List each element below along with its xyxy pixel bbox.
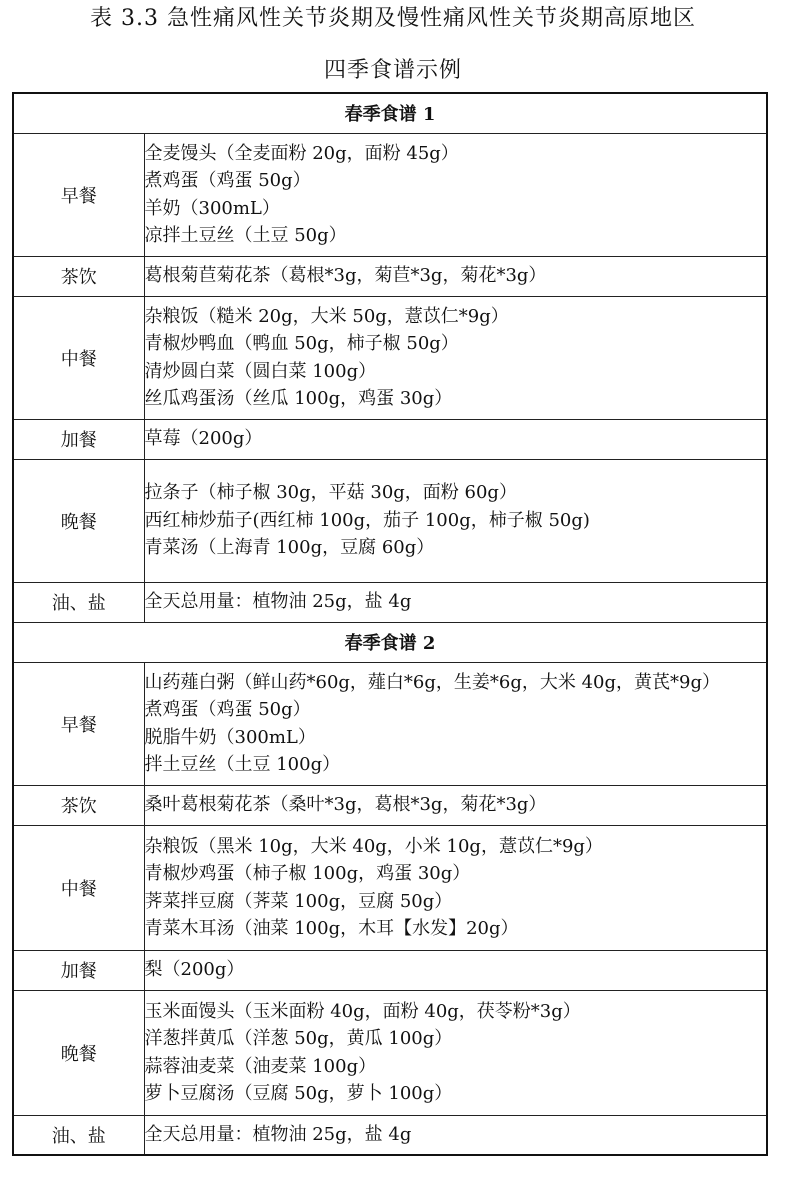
table-row xyxy=(13,785,767,825)
menu-item: 拉条子（柿子椒 30g，平菇 30g，面粉 60g） xyxy=(144,482,517,504)
table-row xyxy=(13,256,767,296)
menu-item: 杂粮饭（糙米 20g，大米 50g，薏苡仁*9g） xyxy=(144,305,509,327)
menu-item: 萝卜豆腐汤（豆腐 50g，萝卜 100g） xyxy=(144,1083,453,1104)
menu-item: 洋葱拌黄瓜（洋葱 50g，黄瓜 100g） xyxy=(144,1028,453,1049)
menu-item: 荠菜拌豆腐（荠菜 100g，豆腐 50g） xyxy=(144,890,453,912)
meal-label: 晚餐 xyxy=(13,459,144,582)
menu-item: 凉拌土豆丝（土豆 50g） xyxy=(144,225,347,246)
table-row xyxy=(13,296,767,419)
meal-content xyxy=(144,662,767,785)
menu-item: 青椒炒鸡蛋（柿子椒 100g，鸡蛋 30g） xyxy=(144,863,471,884)
table-row xyxy=(13,825,767,950)
menu-item: 全天总用量：植物油 25g，盐 4g xyxy=(144,1124,412,1145)
menu-item: 青菜汤（上海青 100g，豆腐 60g） xyxy=(144,537,435,559)
meal-content xyxy=(144,459,767,582)
section-header: 春季食谱 1 xyxy=(13,93,767,133)
table-row xyxy=(13,990,767,1115)
menu-item: 青椒炒鸭血（鸭血 50g，柿子椒 50g） xyxy=(144,333,459,354)
meal-label: 加餐 xyxy=(13,950,144,990)
meal-label: 早餐 xyxy=(13,133,144,256)
table-row xyxy=(13,950,767,990)
menu-item: 丝瓜鸡蛋汤（丝瓜 100g，鸡蛋 30g） xyxy=(144,388,453,409)
menu-item: 羊奶（300mL） xyxy=(144,197,280,219)
meal-label: 油、盐 xyxy=(13,1115,144,1155)
menu-item: 葛根菊苣菊花茶（葛根*3g，菊苣*3g，菊花*3g） xyxy=(144,265,547,287)
meal-content xyxy=(144,419,767,459)
meal-content xyxy=(144,256,767,296)
menu-item: 煮鸡蛋（鸡蛋 50g） xyxy=(144,170,311,191)
meal-label: 茶饮 xyxy=(13,785,144,825)
menu-item: 梨（200g） xyxy=(144,959,245,981)
meal-content xyxy=(144,1115,767,1155)
meal-label: 早餐 xyxy=(13,662,144,785)
meal-content xyxy=(144,133,767,256)
menu-item: 杂粮饭（黑米 10g，大米 40g，小米 10g，薏苡仁*9g） xyxy=(144,835,603,857)
meal-label: 中餐 xyxy=(13,296,144,419)
menu-item: 脱脂牛奶（300mL） xyxy=(144,726,316,748)
table-subtitle: 四季食谱示例 xyxy=(323,58,462,83)
menu-item: 拌土豆丝（土豆 100g） xyxy=(144,754,341,775)
menu-item: 桑叶葛根菊花茶（桑叶*3g，葛根*3g，菊花*3g） xyxy=(144,794,547,816)
table-row xyxy=(13,459,767,582)
meal-content xyxy=(144,990,767,1115)
menu-item: 清炒圆白菜（圆白菜 100g） xyxy=(144,360,377,382)
table-row xyxy=(13,582,767,622)
table-row xyxy=(13,662,767,785)
menu-item: 山药薤白粥（鲜山药*60g，薤白*6g，生姜*6g，大米 40g，黄芪*9g） xyxy=(144,671,720,693)
menu-table xyxy=(12,92,768,1156)
menu-item: 蒜蓉油麦菜（油麦菜 100g） xyxy=(144,1055,377,1077)
table-row xyxy=(13,1115,767,1155)
meal-label: 加餐 xyxy=(13,419,144,459)
menu-item: 西红柿炒茄子(西红柿 100g，茄子 100g，柿子椒 50g) xyxy=(144,509,590,531)
menu-item: 全麦馒头（全麦面粉 20g，面粉 45g） xyxy=(144,142,459,164)
menu-item: 煮鸡蛋（鸡蛋 50g） xyxy=(144,699,311,720)
menu-item: 青菜木耳汤（油菜 100g，木耳【水发】20g） xyxy=(144,918,519,939)
meal-content xyxy=(144,582,767,622)
section-header: 春季食谱 2 xyxy=(13,622,767,662)
meal-label: 晚餐 xyxy=(13,990,144,1115)
meal-label: 油、盐 xyxy=(13,582,144,622)
meal-content xyxy=(144,785,767,825)
meal-content xyxy=(144,296,767,419)
meal-content xyxy=(144,950,767,990)
table-row xyxy=(13,419,767,459)
menu-item: 玉米面馒头（玉米面粉 40g，面粉 40g，茯苓粉*3g） xyxy=(144,1000,581,1022)
meal-label: 中餐 xyxy=(13,825,144,950)
meal-content xyxy=(144,825,767,950)
table-row xyxy=(13,133,767,256)
menu-item: 全天总用量：植物油 25g，盐 4g xyxy=(144,591,412,613)
table-title: 表 3.3 急性痛风性关节炎期及慢性痛风性关节炎期高原地区 xyxy=(90,6,696,31)
meal-label: 茶饮 xyxy=(13,256,144,296)
menu-item: 草莓（200g） xyxy=(144,428,263,450)
